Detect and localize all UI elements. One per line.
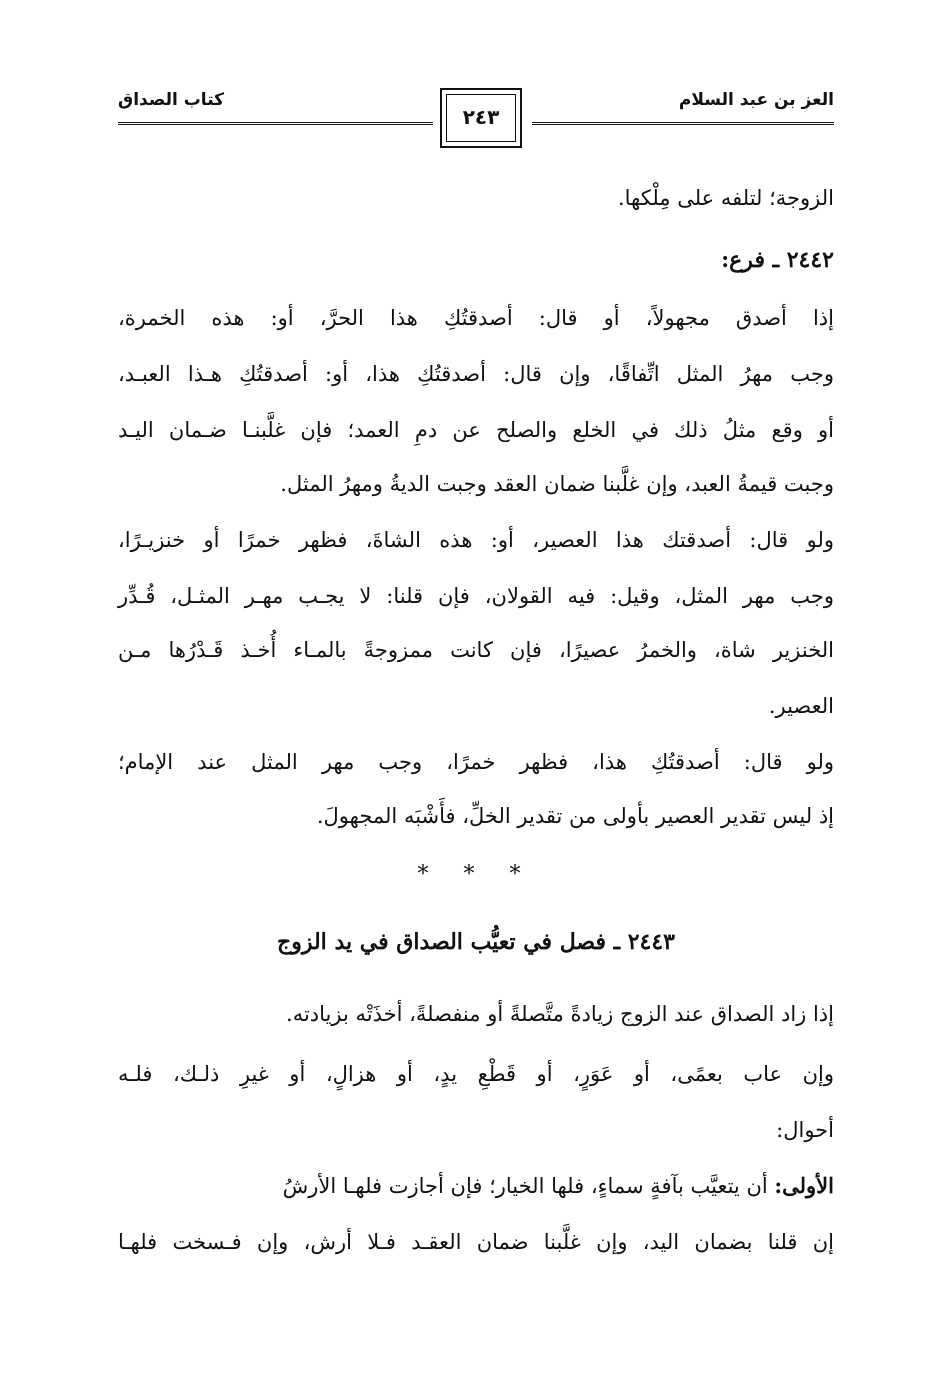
- text-line: إن قلنا بضمان اليد، وإن غلَّبنا ضمان العقـد فـلا أرش، وإن فـسخت فلهـا: [118, 1230, 834, 1254]
- text-line: العصير.: [768, 694, 834, 718]
- text-line: وجب مهرُ المثل اتِّفاقًا، وإن قال: أصدقتُكِ هذا، أو: أصدقتُكِ هـذا العبـد،: [118, 362, 834, 386]
- text-line: [118, 1166, 834, 1206]
- text-line: وإن عاب بعمًى، أو عَوَرٍ، أو قَطْعِ يدٍ، أو هزالٍ، أو غيرِ ذلـك، فلـه: [118, 1062, 834, 1086]
- section-separator-stars: * * *: [417, 862, 535, 887]
- text-line: أحوال:: [776, 1118, 834, 1142]
- text-line: وجب مهر المثل، وقيل: فيه القولان، فإن قلنا: لا يجـب مهـر المثـل، قُـدِّر: [118, 584, 834, 608]
- text-line: أو وقع مثلُ ذلك في الخلع والصلح عن دمِ العمد؛ فإن غلَّبنـا ضـمان اليـد: [118, 418, 834, 442]
- section-heading-2442: ٢٤٤٢ ـ فرع:: [721, 247, 834, 273]
- text-span: أن يتعيَّب بآفةٍ سماءٍ، فلها الخيار؛ فإن أجازت فلهـا الأرشُ: [282, 1174, 775, 1198]
- text-line: إذ ليس تقدير العصير بأولى من تقدير الخلِّ، فأَشْبَه المجهولَ.: [316, 804, 834, 828]
- text-line: إذا أصدق مجهولاً، أو قال: أصدقتُكِ هذا الحرَّ، أو: هذه الخمرة،: [118, 306, 834, 330]
- page-number: ٢٤٣: [462, 105, 500, 129]
- text-line: الخنزير شاة، والخمرُ عصيرًا، فإن كانت ممزوجةً بالمـاء أُخـذ قَـدْرُها مـن: [118, 638, 834, 662]
- section-heading-2443: ٢٤٤٣ ـ فصل في تعيُّب الصداق في يد الزوج: [277, 929, 675, 955]
- text-line: الزوجة؛ لتلفه على مِلْكها.: [617, 186, 834, 210]
- text-line: إذا زاد الصداق عند الزوج زيادةً متَّصلةً أو منفصلةً، أخذَتْه بزيادته.: [286, 1002, 834, 1026]
- header-section-title: كتاب الصداق: [118, 90, 225, 110]
- case-label-first: الأولى:: [774, 1173, 834, 1198]
- text-line: وجبت قيمةُ العبد، وإن غلَّبنا ضمان العقد وجبت الديةُ ومهرُ المثل.: [280, 472, 834, 496]
- text-line: ولو قال: أصدقتك هذا العصير، أو: هذه الشاةَ، فظهر خمرًا أو خنزيـرًا،: [118, 528, 834, 552]
- page-body: [118, 0, 834, 1380]
- header-author: العز بن عبد السلام: [678, 90, 834, 110]
- text-line: ولو قال: أصدقتُكِ هذا، فظهر خمرًا، وجب مهر المثل عند الإمام؛: [118, 750, 834, 774]
